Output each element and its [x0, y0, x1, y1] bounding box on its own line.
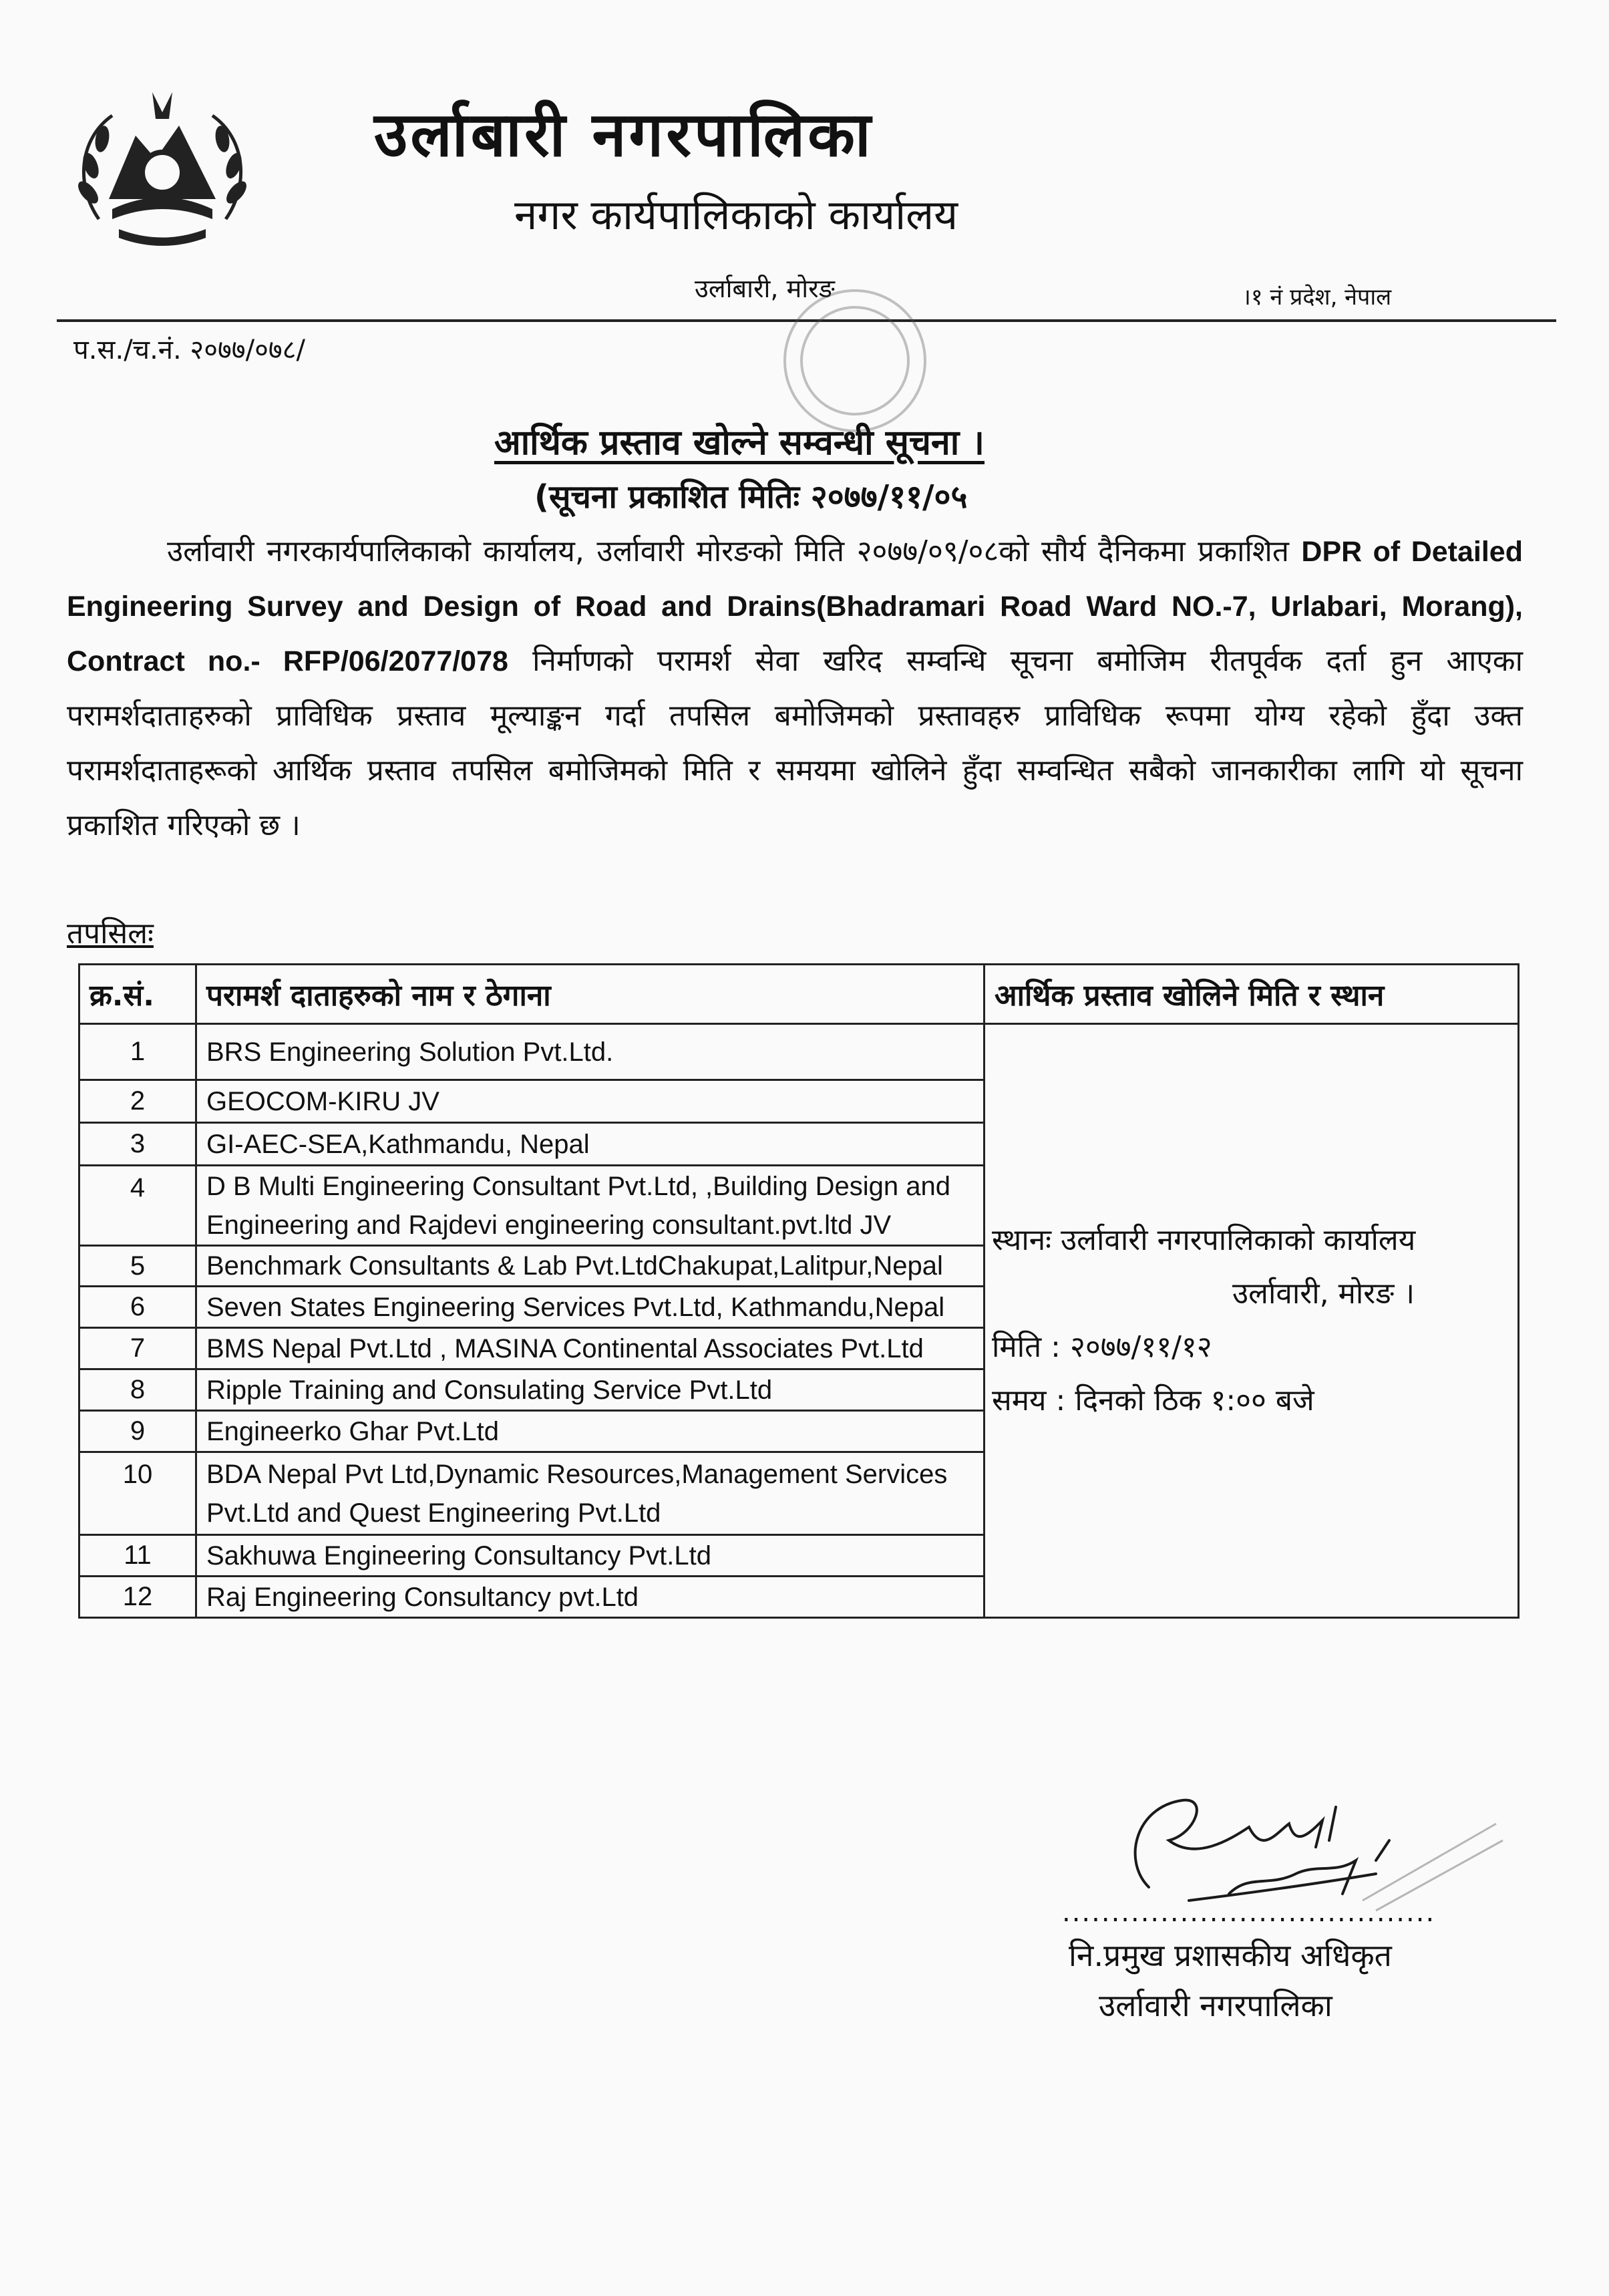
- header-serial: क्र.सं.: [79, 965, 196, 1024]
- body-text-part2: निर्माणको परामर्श सेवा खरिद सम्वन्धि सूचना बमोजिम रीतपूर्वक दर्ता हुन आएका परामर्शदाताहरुको प्राविधिक प्रस्ताव मूल्याङ्कन गर्दा तपसिल बमोजिमको प्रस्तावहरु प्राविधिक रूपमा योग्य रहेको हुँदा उक्त परामर्शदाताहरूको आर्थिक प्रस्ताव तपसिल बमोजिमको मिति र समयमा खोलिने हुँदा सम्वन्धित सबैको जानकारीका लागि यो सूचना प्रकाशित गरिएको छ ।: [67, 644, 1523, 842]
- row-serial: 10: [79, 1452, 196, 1535]
- office-location: उर्लाबारी, मोरङ: [695, 274, 835, 303]
- office-name: नगर कार्यपालिकाको कार्यालय: [514, 190, 958, 239]
- reference-number: प.स./च.नं. २०७७/०७८/: [73, 335, 305, 365]
- nepal-emblem-logo: [72, 86, 252, 253]
- row-serial: 9: [79, 1411, 196, 1452]
- venue-line-1: स्थानः उर्लावारी नगरपालिकाको कार्यालय: [992, 1223, 1416, 1257]
- row-serial: 5: [79, 1246, 196, 1287]
- header-opening-details: आर्थिक प्रस्ताव खोलिने मिति र स्थान: [985, 965, 1519, 1024]
- row-consultant: GEOCOM-KIRU JV: [196, 1080, 985, 1123]
- row-serial: 1: [79, 1024, 196, 1080]
- office-stamp: [681, 281, 989, 441]
- notice-subject: आर्थिक प्रस्ताव खोल्ने सम्वन्धी सूचना ।: [494, 423, 985, 463]
- project-title: DPR of Detailed Engineering Survey and Design of Road and Drains(Bhadramari Road Ward NO.-7, Urlabari, Morang), Contract no.- RFP/06/2077/078: [67, 536, 1523, 677]
- published-date: (सूचना प्रकाशित मितिः २०७७/११/०५: [534, 478, 968, 516]
- row-serial: 12: [79, 1577, 196, 1618]
- venue-line-2: उर्लावारी, मोरङ ।: [1232, 1277, 1415, 1311]
- signatory-title: नि.प्रमुख प्रशासकीय अधिकृत: [1069, 1937, 1392, 1973]
- consultants-table: [78, 963, 1519, 1619]
- header-consultant-name: परामर्श दाताहरुको नाम र ठेगाना: [196, 965, 985, 1024]
- row-serial: 11: [79, 1535, 196, 1577]
- row-consultant: Seven States Engineering Services Pvt.Ltd, Kathmandu,Nepal: [196, 1287, 985, 1328]
- row-serial: 8: [79, 1369, 196, 1411]
- row-serial: 7: [79, 1328, 196, 1369]
- signature-line: ......................................: [1062, 1897, 1436, 1928]
- organization-title: उर्लाबारी नगरपालिका: [374, 99, 874, 170]
- row-consultant: Raj Engineering Consultancy pvt.Ltd: [196, 1577, 985, 1618]
- row-consultant: D B Multi Engineering Consultant Pvt.Ltd, ,Building Design and Engineering and Rajdevi engineering consultant.pvt.ltd JV: [196, 1166, 985, 1246]
- table-header-row: [79, 965, 1519, 1024]
- row-consultant: BDA Nepal Pvt Ltd,Dynamic Resources,Management Services Pvt.Ltd and Quest Engineering Pvt.Ltd: [196, 1452, 985, 1535]
- row-consultant: Ripple Training and Consulating Service Pvt.Ltd: [196, 1369, 985, 1411]
- opening-date: मिति : २०७७/११/१२: [992, 1330, 1212, 1364]
- handwritten-signature: [1095, 1760, 1509, 1914]
- row-consultant: BMS Nepal Pvt.Ltd , MASINA Continental Associates Pvt.Ltd: [196, 1328, 985, 1369]
- row-serial: 6: [79, 1287, 196, 1328]
- opening-venue-cell: [985, 1024, 1519, 1618]
- signatory-organization: उर्लावारी नगरपालिका: [1099, 1987, 1332, 2023]
- body-text-part1: उर्लावारी नगरकार्यपालिकाको कार्यालय, उर्लावारी मोरङको मिति २०७७/०९/०८को सौर्य दैनिकमा प्रकाशित: [167, 534, 1302, 568]
- province-label: ।१ नं प्रदेश, नेपाल: [1242, 284, 1392, 311]
- opening-time: समय : दिनको ठिक १:०० बजे: [992, 1383, 1314, 1418]
- row-consultant: Sakhuwa Engineering Consultancy Pvt.Ltd: [196, 1535, 985, 1577]
- row-consultant: Benchmark Consultants & Lab Pvt.LtdChakupat,Lalitpur,Nepal: [196, 1246, 985, 1287]
- row-consultant: Engineerko Ghar Pvt.Ltd: [196, 1411, 985, 1452]
- row-consultant: GI-AEC-SEA,Kathmandu, Nepal: [196, 1123, 985, 1166]
- table-row: [79, 1024, 1519, 1080]
- row-serial: 3: [79, 1123, 196, 1166]
- row-consultant: BRS Engineering Solution Pvt.Ltd.: [196, 1024, 985, 1080]
- schedule-label: तपसिलः: [67, 917, 154, 951]
- row-serial: 2: [79, 1080, 196, 1123]
- notice-body: [67, 524, 1523, 853]
- row-serial: 4: [79, 1166, 196, 1246]
